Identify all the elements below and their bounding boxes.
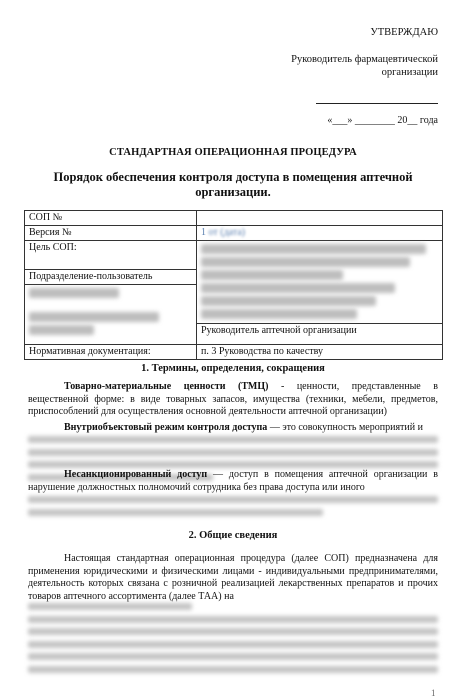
general-info-paragraph: Настоящая стандартная операционная процедура (далее СОП) предназначена для применения юридическими и физическими лицами - индивидуальными предпринимателями, деятельность которых связана с розничной реализацией лекарственных препаратов и прочих товаров аптечного ассортимента (далее ТАА) на — [28, 553, 438, 602]
sop-info-table — [24, 210, 443, 360]
goal-label: Цель СОП: — [25, 241, 197, 270]
approval-date-line: «___» ________ 20__ года — [327, 115, 438, 126]
version-number: 1 — [201, 227, 206, 238]
document-heading: СТАНДАРТНАЯ ОПЕРАЦИОННАЯ ПРОЦЕДУРА — [109, 147, 357, 158]
term-tmc-definition: - ценности, представленные в вещественной форме: в виде товарных запасов, имущества (техники, мебели, предметов, приспособлений для осуществления основной деятельности аптечной организации) — [28, 381, 438, 417]
term-unauthorized-access-definition: — доступ в помещения аптечной организации в нарушение должностных полномочий сотрудника без права доступа или иного — [28, 469, 438, 493]
redacted-definition-lines — [28, 492, 438, 521]
version-label: Версия № — [25, 226, 197, 241]
version-date: от (дата) — [208, 227, 246, 238]
approval-title: УТВЕРЖДАЮ — [370, 27, 438, 38]
approver-position: Руководитель фармацевтической организации — [291, 54, 438, 78]
sop-number-value — [197, 211, 443, 226]
normative-value: п. 3 Руководства по качеству — [197, 345, 443, 360]
table-row — [25, 226, 443, 241]
approver-value: Руководитель аптечной организации — [197, 324, 443, 345]
table-row — [25, 345, 443, 360]
term-tmc-name: Товарно-материальные ценности (ТМЦ) — [64, 381, 269, 392]
section-1-title: 1. Термины, определения, сокращения — [141, 363, 325, 374]
goal-value-redacted — [197, 241, 443, 324]
term-access-regime-definition: — это совокупность мероприятий и — [267, 422, 423, 433]
term-access-regime-name: Внутриобъектовый режим контроля доступа — [64, 422, 268, 433]
author-label-redacted — [25, 285, 197, 345]
term-unauthorized-access-name: Несанкционированный доступ — [64, 469, 208, 480]
normative-label: Нормативная документация: — [25, 345, 197, 360]
version-value — [197, 226, 443, 241]
signature-line — [316, 91, 438, 104]
term-tmc — [28, 381, 438, 419]
table-row — [25, 241, 443, 270]
approval-block — [286, 26, 438, 127]
redacted-paragraph-lines — [28, 599, 438, 678]
section-2-title: 2. Общие сведения — [188, 530, 278, 541]
table-row — [25, 211, 443, 226]
page-number: 1 — [431, 688, 436, 698]
document-title: Порядок обеспечения контроля доступа в помещения аптечной организации. — [53, 170, 413, 199]
unit-label: Подразделение-пользователь — [25, 270, 197, 285]
term-unauthorized-access — [28, 469, 438, 494]
sop-number-label: СОП № — [25, 211, 197, 226]
